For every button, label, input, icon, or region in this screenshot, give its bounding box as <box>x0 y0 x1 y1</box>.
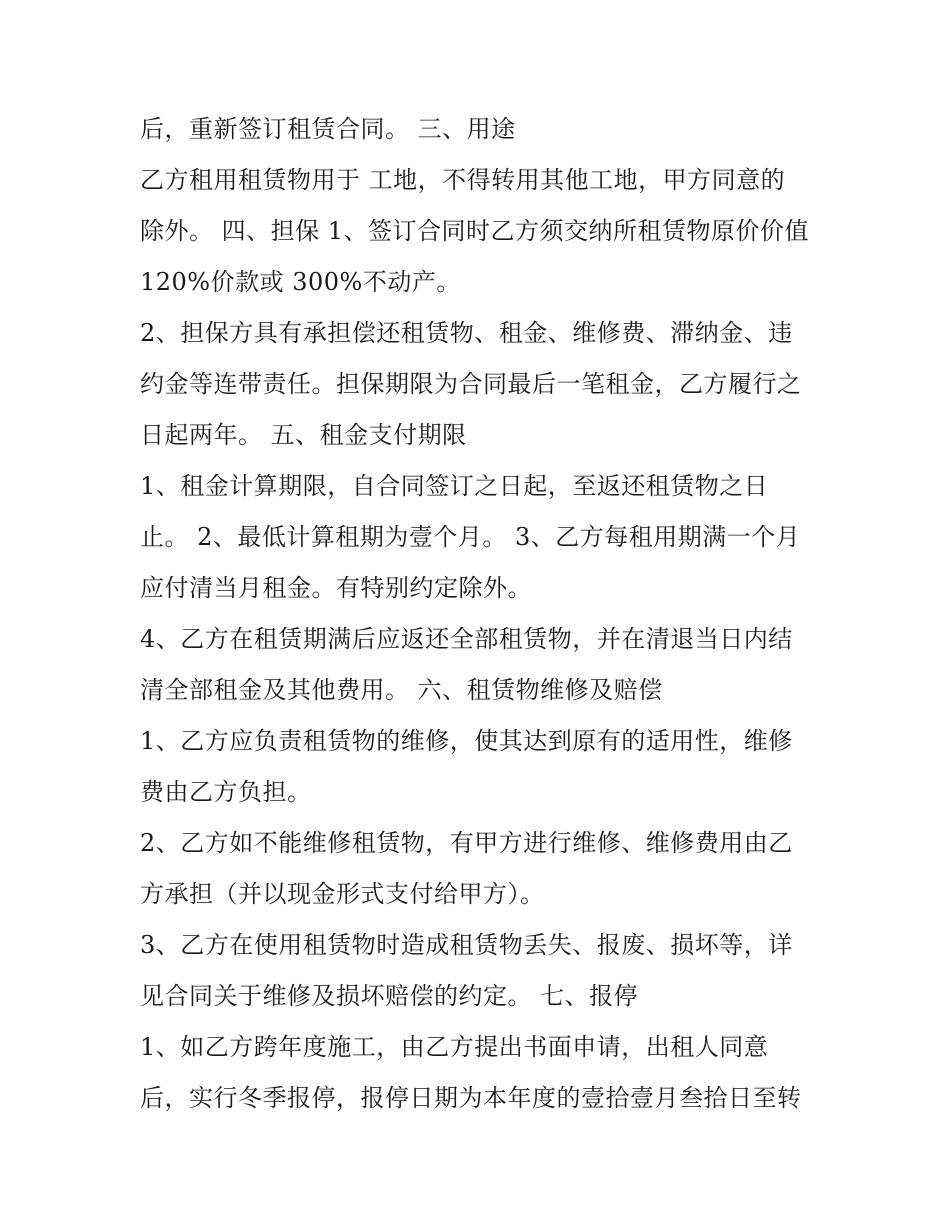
text-line: 2、担保方具有承担偿还租赁物、租金、维修费、滞纳金、违 <box>140 319 793 347</box>
text-line: 后，实行冬季报停，报停日期为本年度的壹拾壹月叁拾日至转 <box>140 1084 802 1112</box>
text-line: 后，重新签订租赁合同。 三、用途 <box>140 115 516 143</box>
text-line: 止。 2、最低计算租期为壹个月。 3、乙方每租用期满一个月 <box>140 523 801 551</box>
text-line: 120%价款或 300%不动产。 <box>140 268 461 296</box>
text-line: 费由乙方负担。 <box>140 778 312 806</box>
text-line: 1、如乙方跨年度施工，由乙方提出书面申请，出租人同意 <box>140 1033 769 1061</box>
text-line: 约金等连带责任。担保期限为合同最后一笔租金，乙方履行之 <box>140 370 802 398</box>
text-line: 4、乙方在租赁期满后应返还全部租赁物，并在清退当日内结 <box>140 625 793 653</box>
text-line: 2、乙方如不能维修租赁物，有甲方进行维修、维修费用由乙 <box>140 829 793 857</box>
text-line: 见合同关于维修及损坏赔偿的约定。 七、报停 <box>140 982 639 1010</box>
text-line: 方承担（并以现金形式支付给甲方）。 <box>140 880 545 908</box>
text-line: 应付清当月租金。有特别约定除外。 <box>140 574 532 602</box>
text-line: 1、租金计算期限，自合同签订之日起，至返还租赁物之日 <box>140 472 769 500</box>
text-line: 日起两年。 五、租金支付期限 <box>140 421 467 449</box>
text-line: 除外。 四、担保 1、签订合同时乙方须交纳所租赁物原价价值 <box>140 217 810 245</box>
text-line: 清全部租金及其他费用。 六、租赁物维修及赔偿 <box>140 676 663 704</box>
text-line: 乙方租用租赁物用于 工地，不得转用其他工地，甲方同意的 <box>140 166 786 194</box>
contract-text <box>140 104 830 1124</box>
text-line: 3、乙方在使用租赁物时造成租赁物丢失、报废、损坏等，详 <box>140 931 793 959</box>
text-line: 1、乙方应负责租赁物的维修，使其达到原有的适用性，维修 <box>140 727 793 755</box>
